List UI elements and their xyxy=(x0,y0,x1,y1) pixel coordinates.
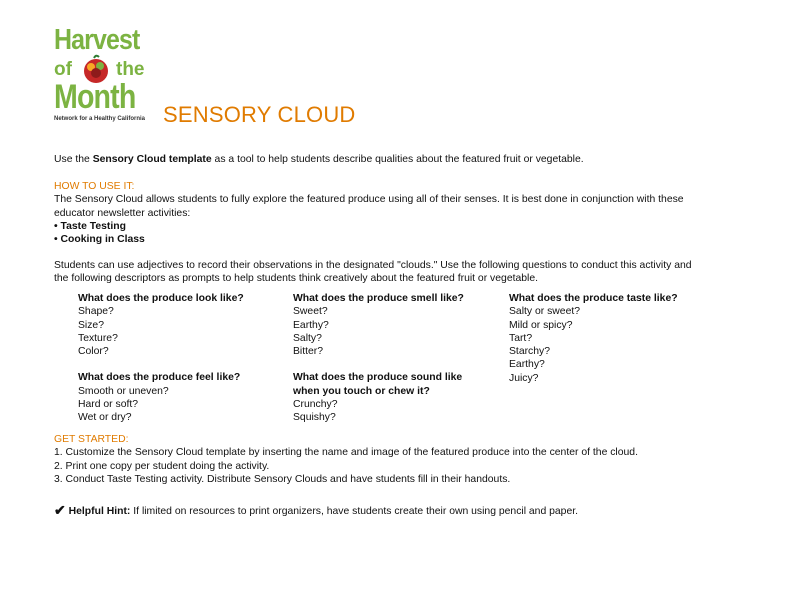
look-item: Color? xyxy=(78,346,109,358)
question-column-look-feel xyxy=(78,292,244,425)
get-started-step-2: 2. Print one copy per student doing the activity. xyxy=(54,460,270,472)
logo-line-of: of xyxy=(54,59,72,80)
how-to-section xyxy=(54,180,684,246)
sound-item: Crunchy? xyxy=(293,399,338,411)
intro-post: as a tool to help students describe qualities about the featured fruit or vegetable. xyxy=(211,154,584,165)
logo-line-month: Month xyxy=(54,78,136,116)
taste-item: Salty or sweet? xyxy=(509,306,581,318)
get-started-section xyxy=(54,433,638,486)
smell-item: Salty? xyxy=(293,332,322,344)
logo-line-the: the xyxy=(116,59,145,80)
question-column-smell-sound xyxy=(293,292,464,425)
how-to-bullet-taste-testing: • Taste Testing xyxy=(54,220,126,232)
intro-bold: Sensory Cloud template xyxy=(92,154,212,165)
hint-label: Helpful Hint: xyxy=(68,506,131,517)
get-started-step-1: 1. Customize the Sensory Cloud template by inserting the name and image of the featured produce into the center of the cloud. xyxy=(54,447,638,459)
smell-item: Sweet? xyxy=(293,306,328,318)
how-to-bullet-cooking: • Cooking in Class xyxy=(54,234,145,246)
feel-item: Hard or soft? xyxy=(78,399,139,411)
question-column-taste xyxy=(509,292,678,385)
logo-line-harvest: Harvest xyxy=(54,24,140,56)
question-sound-line-1: What does the produce sound like xyxy=(293,372,463,384)
look-item: Size? xyxy=(78,319,104,331)
page-title: SENSORY CLOUD xyxy=(163,102,356,127)
logo-tagline: Network for a Healthy California xyxy=(54,116,146,122)
how-to-line-2: educator newsletter activities: xyxy=(54,207,191,219)
feel-item: Smooth or uneven? xyxy=(78,385,169,397)
adjectives-line-1: Students can use adjectives to record their observations in the designated "clouds." Use the following questions to conduct this activity and xyxy=(54,260,692,271)
taste-item: Earthy? xyxy=(509,359,545,371)
look-item: Texture? xyxy=(78,332,118,344)
taste-item: Juicy? xyxy=(509,372,539,384)
taste-item: Tart? xyxy=(509,332,533,344)
get-started-step-3: 3. Conduct Taste Testing activity. Distribute Sensory Clouds and have students fill in their handouts. xyxy=(54,473,511,485)
smell-item: Earthy? xyxy=(293,319,329,331)
question-feel: What does the produce feel like? xyxy=(78,372,241,384)
harvest-of-the-month-logo xyxy=(52,26,148,126)
intro-paragraph xyxy=(54,153,584,166)
intro-pre: Use the xyxy=(54,154,93,165)
hint-text: If limited on resources to print organizers, have students create their own using pencil and paper. xyxy=(130,506,579,517)
question-sound-line-2: when you touch or chew it? xyxy=(293,385,430,397)
adjectives-paragraph xyxy=(54,259,692,286)
how-to-line-1: The Sensory Cloud allows students to fully explore the featured produce using all of their senses. It is best done in conjunction with these xyxy=(54,194,684,206)
taste-item: Mild or spicy? xyxy=(509,319,573,331)
how-to-heading: HOW TO USE IT: xyxy=(54,181,135,192)
question-taste: What does the produce taste like? xyxy=(509,293,678,304)
question-smell: What does the produce smell like? xyxy=(293,293,464,304)
taste-item: Starchy? xyxy=(509,346,551,358)
check-mark-icon: ✔ xyxy=(54,502,66,518)
look-item: Shape? xyxy=(78,306,114,318)
adjectives-line-2: the following descriptors as prompts to help students think creatively about the featured fruit or vegetable. xyxy=(54,273,539,285)
helpful-hint xyxy=(54,504,578,518)
feel-item: Wet or dry? xyxy=(78,412,132,424)
smell-item: Bitter? xyxy=(293,346,324,358)
question-look: What does the produce look like? xyxy=(78,293,244,304)
sound-item: Squishy? xyxy=(293,412,336,424)
get-started-heading: GET STARTED: xyxy=(54,434,129,445)
